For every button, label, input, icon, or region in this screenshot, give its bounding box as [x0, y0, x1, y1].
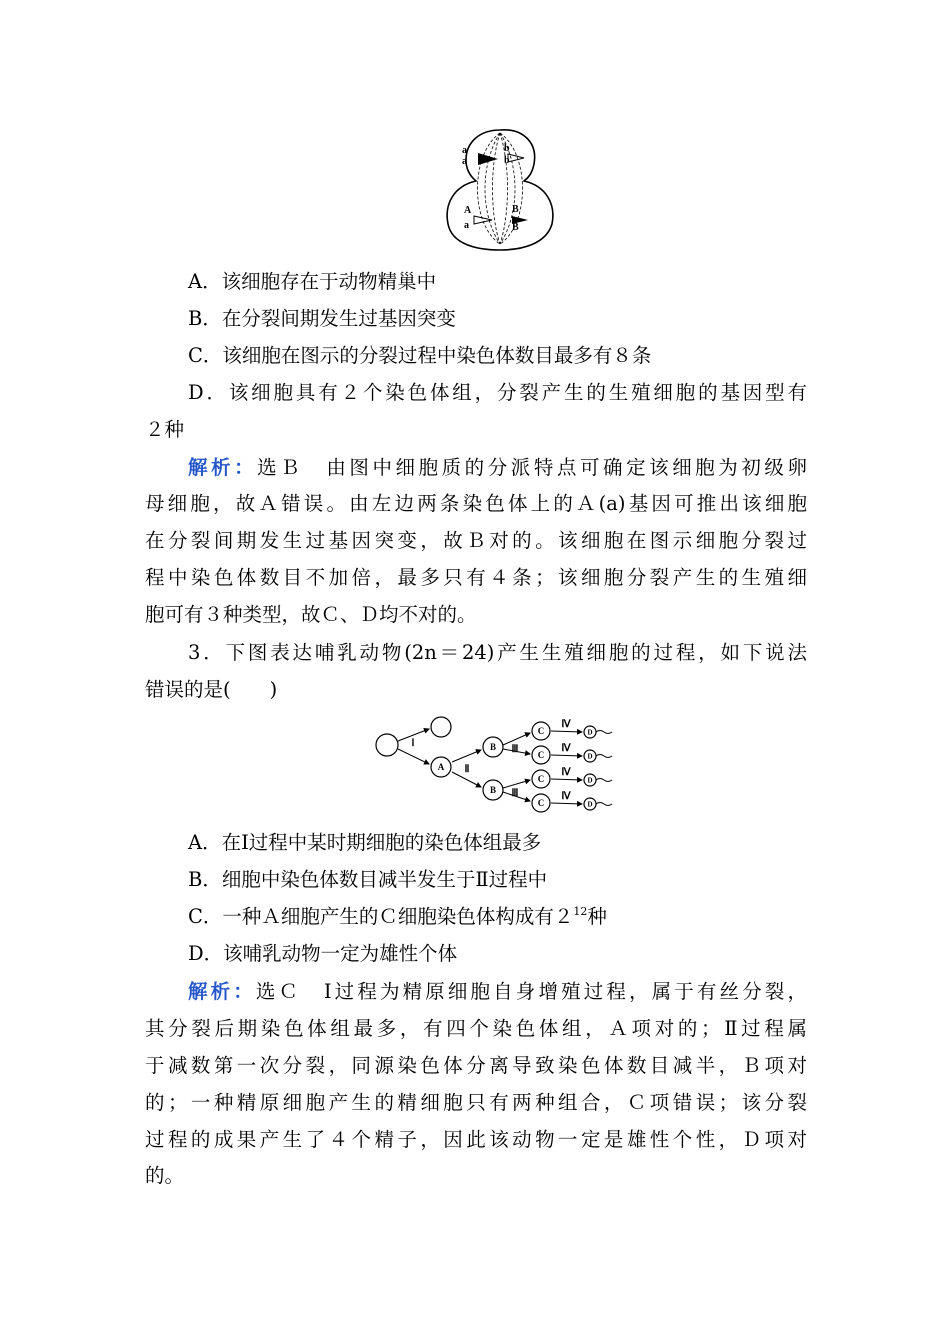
cell-division-figure	[440, 124, 560, 254]
explanation-label: 解析：	[188, 980, 256, 1003]
cell-label-c: C	[537, 798, 545, 808]
q2-explanation-line: 解析：选Ｂ 由图中细胞质的分派特点可确定该细胞为初级卵	[188, 456, 807, 479]
q3-option-c: C．一种Ａ细胞产生的Ｃ细胞染色体构成有$2^{12}$种	[188, 905, 607, 928]
allele-label: B	[512, 222, 519, 233]
cell-circle	[376, 734, 398, 756]
q2-option-d-cont: ２种	[145, 418, 185, 441]
cell-label-d: D	[587, 800, 593, 809]
allele-label: A	[464, 205, 472, 216]
q2-explanation-line: 母细胞，故Ａ错误。由左边两条染色体上的Ａ(a)基因可推出该细胞	[145, 492, 807, 515]
q3-option-a: A．在Ⅰ过程中某时期细胞的染色体组最多	[188, 831, 542, 854]
q2-option-d: D．该细胞具有２个染色体组，分裂产生的生殖细胞的基因型有	[188, 381, 807, 404]
allele-label: b	[504, 143, 510, 154]
allele-label: a	[462, 156, 467, 167]
q2-explanation-line: 在分裂间期发生过基因突变，故Ｂ对的。该细胞在图示细胞分裂过	[145, 529, 807, 552]
cell-label-d: D	[587, 728, 593, 737]
q3-explanation-line: 的。	[145, 1164, 185, 1187]
cell-label-b: B	[489, 742, 497, 752]
cell-label-b: B	[489, 785, 497, 795]
q2-explanation-line: 胞可有３种类型，故Ｃ、Ｄ均不对的。	[145, 603, 477, 626]
sperm-tails	[596, 731, 612, 806]
process-label-i: Ⅰ	[411, 738, 415, 749]
q3-explanation-line: 于减数第一次分裂，同源染色体分离导致染色体数目减半，Ｂ项对	[145, 1054, 807, 1077]
q3-explanation-line: 的；一种精原细胞产生的精细胞只有两种组合，Ｃ项错误；该分裂	[145, 1091, 807, 1114]
q2-option-b: B．在分裂间期发生过基因突变	[188, 307, 456, 330]
cell-label-c: C	[537, 726, 545, 736]
cell-label-d: D	[587, 752, 593, 761]
q3-option-d: D．该哺乳动物一定为雄性个体	[188, 942, 458, 965]
q3-option-b: B．细胞中染色体数目减半发生于Ⅱ过程中	[188, 868, 548, 891]
q2-option-a: A．该细胞存在于动物精巢中	[188, 270, 437, 293]
process-label-iii: Ⅲ	[511, 788, 519, 799]
q3-explanation-line: 过程的成果产生了４个精子，因此该动物一定是雄性个性，Ｄ项对	[145, 1128, 807, 1151]
explanation-label: 解析：	[188, 456, 258, 479]
process-label-iv: Ⅳ	[561, 743, 571, 754]
q3-explanation-line: 其分裂后期染色体组最多，有四个染色体组，Ａ项对的；Ⅱ过程属	[145, 1017, 807, 1040]
allele-label: a	[464, 220, 469, 231]
q3-stem: 3．下图表达哺乳动物(2n＝24)产生生殖细胞的过程，如下说法	[188, 641, 807, 664]
q2-explanation-line: 程中染色体数目不加倍，最多只有４条；该细胞分裂产生的生殖细	[145, 566, 807, 589]
cell-label-a: A	[437, 762, 445, 772]
gametogenesis-diagram	[372, 710, 622, 818]
cell-label-c: C	[537, 750, 545, 760]
cell-label-d: D	[587, 776, 593, 785]
q3-stem-cont: 错误的是( )	[145, 678, 278, 701]
q3-explanation-line: 解析：选Ｃ Ⅰ过程为精原细胞自身增殖过程，属于有丝分裂，	[188, 980, 807, 1003]
chromosomes	[474, 153, 528, 224]
allele-label: a	[462, 145, 467, 156]
cell-circle	[431, 717, 451, 737]
exponent: 12	[573, 905, 588, 918]
allele-label: b	[504, 155, 510, 166]
process-label-iii: Ⅲ	[511, 744, 519, 755]
q2-option-c: C．该细胞在图示的分裂过程中染色体数目最多有８条	[188, 344, 652, 367]
process-label-iv: Ⅳ	[561, 791, 571, 802]
process-label-ii: Ⅱ	[464, 764, 470, 775]
allele-label: B	[512, 204, 519, 215]
process-label-iv: Ⅳ	[561, 719, 571, 730]
cell-label-c: C	[537, 774, 545, 784]
process-label-iv: Ⅳ	[561, 767, 571, 778]
